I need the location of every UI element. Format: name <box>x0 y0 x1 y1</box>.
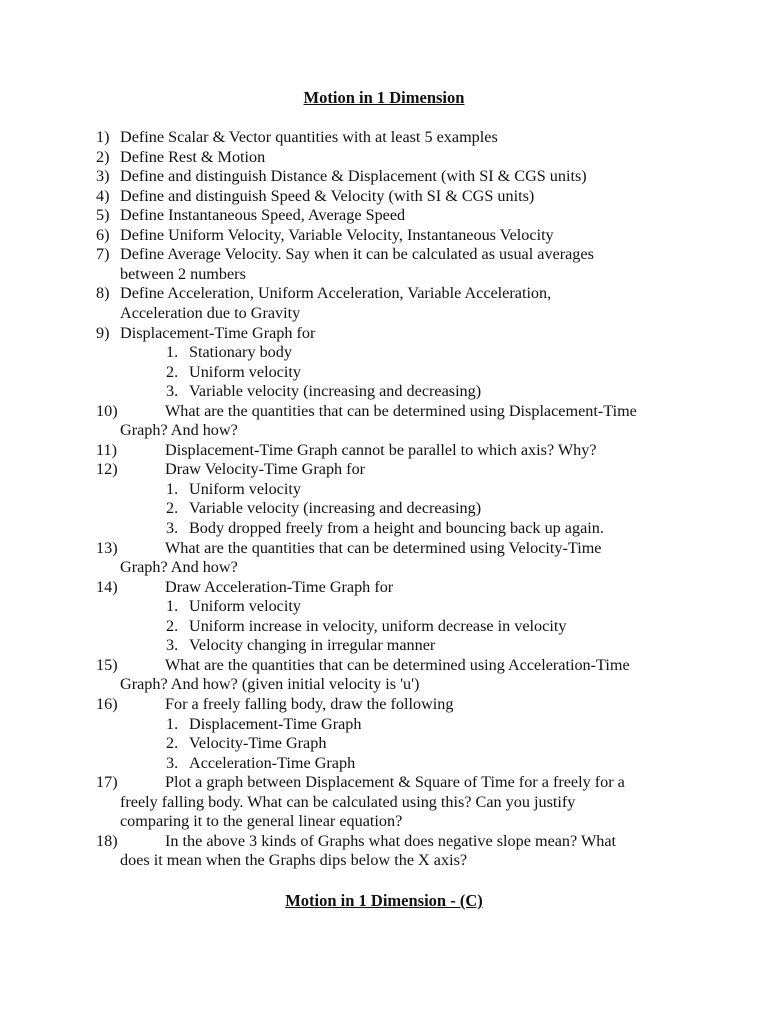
item-text: Acceleration-Time Graph <box>189 753 356 772</box>
item-number: 1) <box>96 128 110 146</box>
item-text: What are the quantities that can be determined using Acceleration-Time <box>165 655 630 674</box>
item-number: 1. <box>166 479 179 498</box>
item-number: 2. <box>166 499 179 518</box>
item-number: 6) <box>96 225 110 244</box>
item-number: 16) <box>96 694 118 713</box>
item-text: Define Scalar & Vector quantities with at least 5 examples <box>120 128 498 146</box>
item-text: What are the quantities that can be determined using Velocity-Time <box>165 538 602 557</box>
item-number: 2) <box>96 147 110 166</box>
item-text: Uniform velocity <box>189 362 301 381</box>
item-text: Uniform velocity <box>189 479 301 498</box>
item-text: Define and distinguish Speed & Velocity (with SI & CGS units) <box>120 186 535 205</box>
item-text: Define Uniform Velocity, Variable Velocity, Instantaneous Velocity <box>120 225 554 244</box>
item-text: Graph? And how? (given initial velocity is 'u') <box>120 675 420 694</box>
item-text: Velocity-Time Graph <box>189 734 327 753</box>
item-text: comparing it to the general linear equation? <box>120 812 403 831</box>
item-text: Variable velocity (increasing and decreasing) <box>189 499 482 518</box>
item-text: For a freely falling body, draw the following <box>165 694 454 713</box>
item-text: freely falling body. What can be calculated using this? Can you justify <box>120 792 576 811</box>
item-number: 8) <box>96 284 110 303</box>
item-text: Draw Velocity-Time Graph for <box>165 460 366 479</box>
page-title: Motion in 1 Dimension <box>303 88 465 107</box>
item-text: Define Instantaneous Speed, Average Speed <box>120 206 406 225</box>
item-text: Define Average Velocity. Say when it can be calculated as usual averages <box>120 245 594 264</box>
item-number: 17) <box>96 773 118 792</box>
item-text: Draw Acceleration-Time Graph for <box>165 577 394 596</box>
item-text: Define and distinguish Distance & Displacement (with SI & CGS units) <box>120 167 587 186</box>
item-number: 3. <box>166 519 179 537</box>
item-number: 1. <box>166 597 179 616</box>
item-text: Body dropped freely from a height and bouncing back up again. <box>189 519 604 537</box>
item-text: Displacement-Time Graph for <box>120 323 316 342</box>
item-number: 2. <box>166 616 179 635</box>
item-number: 11) <box>96 440 117 459</box>
item-text: Stationary body <box>189 343 292 362</box>
item-text: Plot a graph between Displacement & Square of Time for a freely for a <box>165 773 625 792</box>
section-title: Motion in 1 Dimension - (C) <box>285 891 483 910</box>
item-text: Displacement-Time Graph <box>189 714 362 733</box>
item-text: Graph? And how? <box>120 558 238 577</box>
item-number: 2. <box>166 734 179 753</box>
item-text: Uniform increase in velocity, uniform decrease in velocity <box>189 616 567 635</box>
item-number: 9) <box>96 323 110 342</box>
item-text: In the above 3 kinds of Graphs what does negative slope mean? What <box>165 831 617 850</box>
item-number: 3. <box>166 636 179 655</box>
item-number: 13) <box>96 538 118 557</box>
item-number: 10) <box>96 401 118 420</box>
item-text: What are the quantities that can be determined using Displacement-Time <box>165 401 637 420</box>
item-number: 3. <box>166 753 179 772</box>
item-number: 5) <box>96 206 110 225</box>
item-number: 14) <box>96 577 118 596</box>
item-text: Displacement-Time Graph cannot be parallel to which axis? Why? <box>165 440 597 459</box>
item-text: does it mean when the Graphs dips below the X axis? <box>120 851 468 870</box>
item-number: 3) <box>96 167 110 186</box>
item-number: 3. <box>166 382 179 401</box>
item-text: between 2 numbers <box>120 264 246 283</box>
item-number: 2. <box>166 362 179 381</box>
item-number: 1. <box>166 714 179 733</box>
item-number: 15) <box>96 655 118 674</box>
item-text: Graph? And how? <box>120 421 238 440</box>
item-text: Velocity changing in irregular manner <box>189 636 436 655</box>
item-number: 12) <box>96 460 118 479</box>
item-number: 4) <box>96 186 110 205</box>
item-number: 18) <box>96 831 118 850</box>
item-text: Variable velocity (increasing and decreasing) <box>189 382 482 401</box>
item-number: 1. <box>166 343 179 362</box>
item-text: Uniform velocity <box>189 597 301 616</box>
item-text: Define Acceleration, Uniform Acceleration, Variable Acceleration, <box>120 284 552 303</box>
item-text: Acceleration due to Gravity <box>120 303 301 322</box>
item-number: 7) <box>96 245 110 264</box>
item-text: Define Rest & Motion <box>120 147 266 166</box>
